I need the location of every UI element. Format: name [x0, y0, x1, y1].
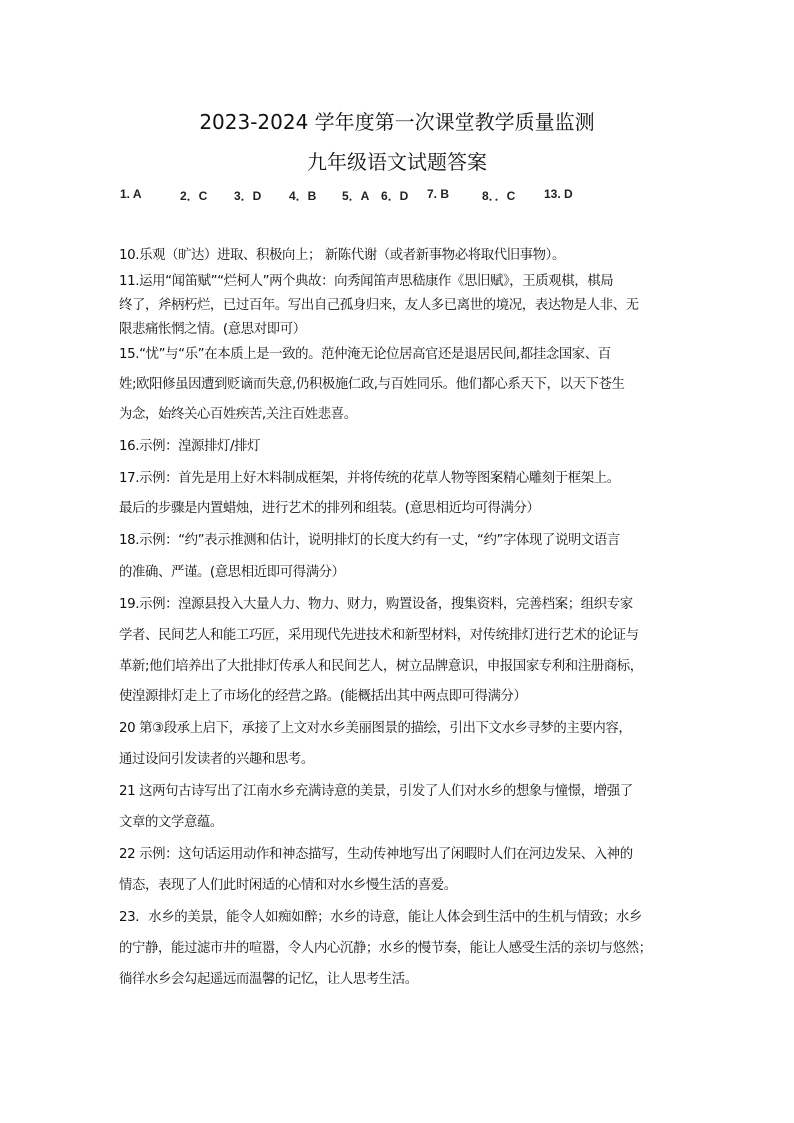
answer-line-17-b: 最后的步骤是内置蜡烛，进行艺术的排列和组装。(意思相近均可得满分） — [119, 501, 540, 516]
answer-line-15-c: 为念，始终关心百姓疾苦,关注百姓悲喜。 — [119, 407, 357, 422]
answer-line-11-b: 终了，斧柄朽烂，已过百年。写出自己孤身归来，友人多已离世的境况，表达物是人非、无 — [119, 298, 639, 313]
answer-line-18-a: 18.示例：“约”表示推测和估计，说明排灯的长度大约有一丈，“约”字体现了说明文语言 — [119, 533, 620, 548]
answer-item-8: 8．．C — [482, 189, 516, 203]
answer-item-13: 13. D — [544, 187, 573, 201]
answer-item-1: 1. A — [120, 187, 142, 201]
answer-line-17-a: 17.示例：首先是用上好木料制成框架，并将传统的花草人物等图案精心雕刻于框架上。 — [119, 471, 620, 486]
answer-line-15-a: 15.“忧”与“乐”在本质上是一致的。范仲淹无论位居高官还是退居民间,都挂念国家、百 — [119, 347, 611, 362]
answer-line-19-b: 学者、民间艺人和能工巧匠，采用现代先进技术和新型材料，对传统排灯进行艺术的论证与 — [119, 628, 639, 643]
answer-line-20-b: 通过设问引发读者的兴趣和思考。 — [119, 752, 314, 767]
page-subtitle: 九年级语文试题答案 — [307, 150, 487, 174]
answer-item-6: 6．D — [381, 189, 409, 203]
answer-line-22-a: 22 示例：这句话运用动作和神态描写，生动传神地写出了闲暇时人们在河边发呆、入神的 — [119, 847, 633, 862]
answer-item-2: 2．C — [180, 189, 208, 203]
answer-line-22-b: 情态，表现了人们此时闲适的心情和对水乡慢生活的喜爱。 — [119, 878, 457, 893]
answer-line-18-b: 的准确、严谨。(意思相近即可得满分） — [119, 565, 345, 580]
answer-line-19-a: 19.示例：湟源县投入大量人力、物力、财力，购置设备，搜集资料，完善档案；组织专家 — [119, 597, 633, 612]
answer-item-5: 5．A — [342, 189, 370, 203]
answer-line-21-b: 文章的文学意蕴。 — [119, 815, 223, 830]
answer-line-11-c: 限悲痛怅惘之情。(意思对即可） — [119, 322, 306, 337]
answer-line-16: 16.示例：湟源排灯/排灯 — [119, 439, 261, 454]
answer-line-20-a: 20 第③段承上启下，承接了上文对水乡美丽图景的描绘，引出下文水乡寻梦的主要内容， — [119, 721, 632, 736]
answer-line-19-d: 使湟源排灯走上了市场化的经营之路。(能概括出其中两点即可得满分） — [119, 689, 527, 704]
page-title: 2023-2024 学年度第一次课堂教学质量监测 — [199, 110, 595, 134]
answer-item-3: 3．D — [234, 189, 262, 203]
answer-line-10: 10.乐观（旷达）进取、积极向上； 新陈代谢（或者新事物必将取代旧事物）。 — [119, 248, 565, 263]
answer-line-23-a: 23．水乡的美景，能令人如痴如醉；水乡的诗意，能让人体会到生活中的生机与情致；水乡 — [119, 910, 642, 925]
answer-line-23-b: 的宁静，能过滤市井的喧嚣，令人内心沉静；水乡的慢节奏，能让人感受生活的亲切与悠然； — [119, 941, 652, 956]
answer-line-11-a: 11.运用“闻笛赋”“烂柯人”两个典故：向秀闻笛声思嵇康作《思旧赋》，王质观棋，棋局 — [119, 274, 614, 289]
answer-line-21-a: 21 这两句古诗写出了江南水乡充满诗意的美景，引发了人们对水乡的想象与憧憬，增强了 — [119, 784, 633, 799]
answer-line-15-b: 姓;欧阳修虽因遭到贬谪而失意,仍积极施仁政,与百姓同乐。他们都心系天下，以天下苍生 — [119, 377, 625, 392]
answer-item-4: 4．B — [289, 189, 317, 203]
answer-item-7: 7. B — [427, 187, 450, 201]
answer-line-23-c: 徜徉水乡会勾起遥远而温馨的记忆，让人思考生活。 — [119, 972, 418, 987]
answer-line-19-c: 革新;他们培养出了大批排灯传承人和民间艺人，树立品牌意识，申报国家专利和注册商标， — [119, 659, 643, 674]
